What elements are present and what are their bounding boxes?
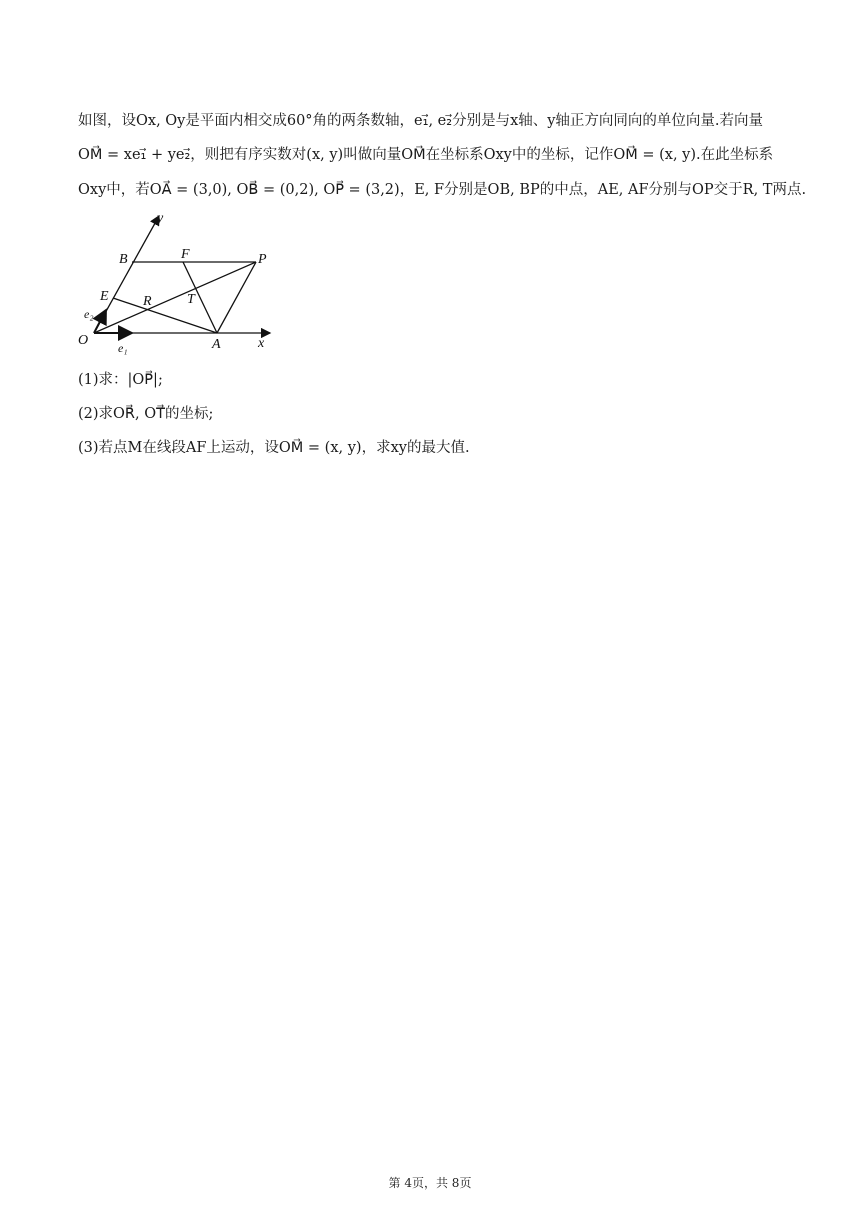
problem-line-3: Oxy中，若OA⃗ = (3,0), OB⃗ = (0,2), OP⃗ = (3,2)，E, F分别是OB, BP的中点，AE, AF分别与OP交于R, T两点. [78,182,807,198]
label-y: y [157,211,164,226]
label-R: R [143,294,152,309]
segment-AE [113,298,217,333]
label-E: E [100,289,109,304]
page-footer: 第 4页，共 8页 [388,1176,472,1190]
segment-AP [217,262,256,333]
label-O: O [78,333,89,348]
label-x: x [258,336,265,351]
label-P: P [258,252,267,267]
label-T: T [187,292,195,307]
geometry-figure [74,206,274,356]
question-1: (1)求：|OP⃗|; [78,372,163,388]
problem-line-1: 如图，设Ox, Oy是平面内相交成60°角的两条数轴，e₁⃗, e₂⃗分别是与x轴、y轴正方向同向的单位向量.若向量 [78,113,764,129]
question-3: (3)若点M在线段AF上运动，设OM⃗ = (x, y)，求xy的最大值. [78,440,470,456]
label-e1: e₁⃗ [118,341,137,355]
label-e2: e₂⃗ [84,307,103,321]
segment-OP [94,262,256,333]
label-B: B [119,252,128,267]
problem-line-2: OM⃗ = xe₁⃗ + ye₂⃗，则把有序实数对(x, y)叫做向量OM⃗在坐标系Oxy中的坐标，记作OM⃗ = (x, y).在此坐标系 [78,147,774,163]
label-F: F [181,247,190,262]
question-2: (2)求OR⃗, OT⃗的坐标; [78,406,214,422]
label-A: A [212,337,221,352]
